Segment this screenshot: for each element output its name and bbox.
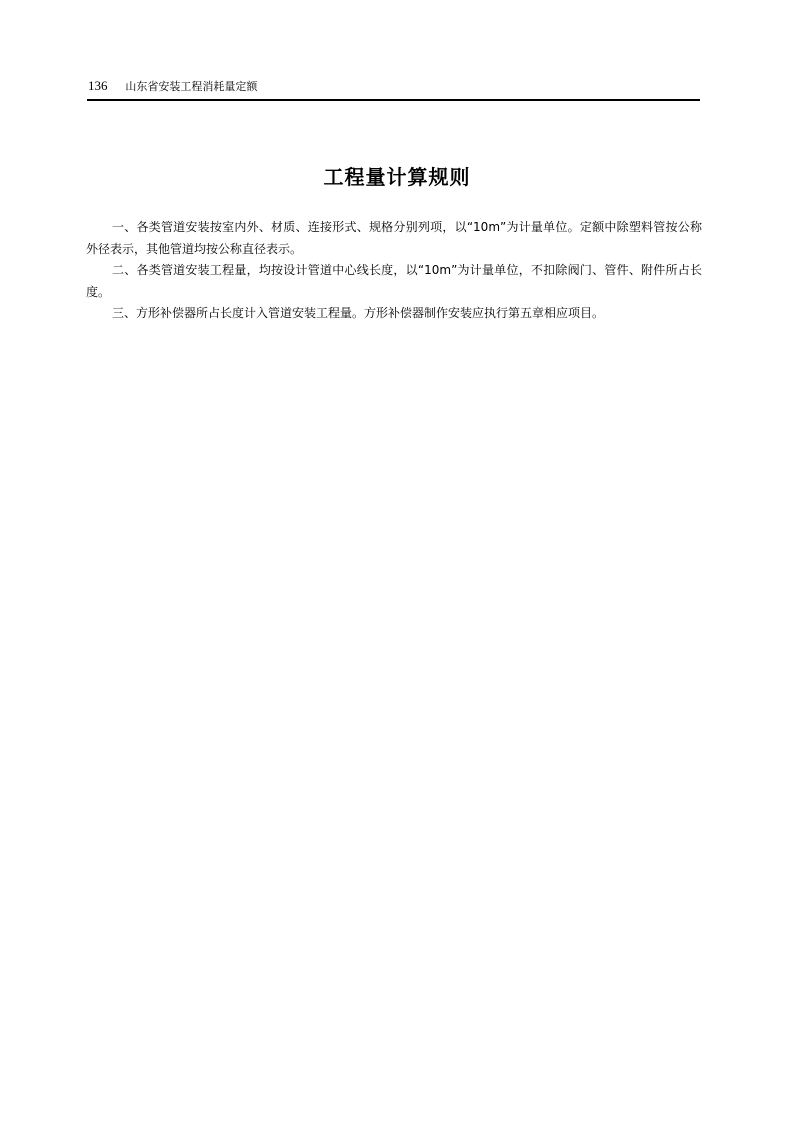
book-title: 山东省安装工程消耗量定额 [125,80,258,93]
rule-paragraph-2: 二、各类管道安装工程量，均按设计管道中心线长度，以“10m”为计量单位，不扣除阀门、管件、附件所占长度。 [86,263,702,299]
rule-paragraph-1: 一、各类管道安装按室内外、材质、连接形式、规格分别列项，以“10m”为计量单位。定额中除塑料管按公称外径表示，其他管道均按公称直径表示。 [86,220,702,256]
page-number: 136 [88,78,108,93]
rule-paragraph-3: 三、方形补偿器所占长度计入管道安装工程量。方形补偿器制作安装应执行第五章相应项目。 [112,306,605,320]
section-title: 工程量计算规则 [323,165,471,189]
header-divider [87,99,700,101]
page-header [88,76,700,98]
rules-body [86,217,702,325]
